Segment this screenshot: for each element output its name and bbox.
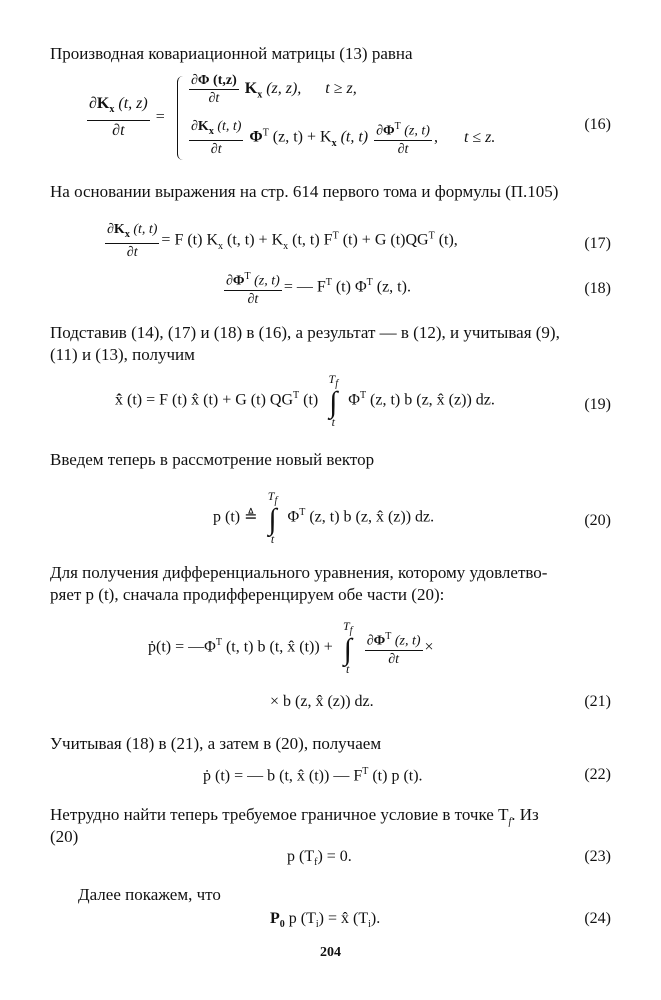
paragraph-text: Введем теперь в рассмотрение новый вектор [50, 450, 375, 469]
paragraph-text: Для получения дифференциального уравнения, которому удовлетво- [50, 563, 548, 582]
fraction: $\frac{\partial\Phi^T (z, t)}{\partial t}$ [365, 628, 423, 668]
integral-sign: $T_f$ ∫ t [267, 489, 278, 547]
equation-number: (16) [584, 116, 611, 133]
equation-number: (23) [584, 848, 611, 865]
page-number: 204 [320, 945, 341, 960]
paragraph-text: Производная ковариационной матрицы (13) равна [50, 44, 413, 63]
fraction: $\frac{\partial K_x (t, t)}{\partial t}$ [191, 119, 242, 157]
integral-sign: $T_f$ ∫ t [328, 372, 338, 430]
equation-24: $P_0$ p $(T_i)$ = x̂ $(T_i)$. [270, 910, 381, 931]
paragraph-text: На основании выражения на стр. 614 первого тома и формулы (П.105) [50, 182, 559, 201]
paragraph-text: (11) и (13), получим [50, 345, 195, 364]
paragraph-text: ряет p (t), сначала продифференцируем обе части (20): [50, 585, 445, 604]
equation-19: x̂̇ (t) = F (t) x̂ (t) + G (t) $QG^T$ (t) $T_f$ ∫ t $\Phi^T$ (z, t) b (z, x̂ (z)) dz. [115, 372, 495, 430]
equation-23: p $(T_f) = 0$. [287, 848, 352, 869]
paragraph-text: Далее покажем, что [78, 885, 221, 904]
equation-17: $\frac{\partial K_x (t, t)}{\partial t}$ = F (t) $K_x$ (t, $t) + K_x$ (t, t) $F^T$ (t) + G $(t)QG^T$ (t), [107, 222, 458, 260]
paragraph-text: Учитывая (18) в (21), а затем в (20), получаем [50, 734, 382, 753]
left-brace [177, 76, 184, 160]
paragraph-text: Подставив (14), (17) и (18) в (16), а результат — в (12), и учитывая (9), [50, 323, 560, 342]
fraction: $\frac{\partial K_x (t, t)}{\partial t}$ [107, 222, 158, 260]
equation-number: (24) [584, 910, 611, 927]
equation-number: (18) [584, 280, 611, 297]
equation-22: ṗ (t) = — b (t, x̂ (t)) — $F^T$ (t) p (t). [203, 766, 423, 785]
paragraph-text: (20) [50, 827, 79, 846]
fraction: $\frac{\partial\Phi^T (z, t)}{\partial t}$ [374, 118, 432, 158]
equation-number: (20) [584, 512, 611, 529]
equation-21: ṗ(t) = $—\Phi^T$ (t, t) b (t, x̂ (t)) + $T_f$ ∫ t $\frac{\partial\Phi^T (z, t)}{\partial t}$ × [148, 619, 434, 677]
equation-number: (17) [584, 235, 611, 252]
fraction: $\frac{\partial\Phi (t,z)}{\partial t}$ [191, 73, 237, 106]
fraction: $\frac{\partial K_x (t, z)}{\partial t}$ [89, 95, 148, 140]
equation-21-continuation: × b (z, x̂ (z)) dz. [270, 693, 374, 710]
equation-20: p (t) ≜ $T_f$ ∫ t $\Phi^T$ (z, t) b (z, x̂ (z)) dz. [213, 489, 435, 547]
paragraph-text: Нетрудно найти теперь требуемое граничное условие в точке $T_f$. Из [50, 805, 539, 828]
fraction: $\frac{\partial\Phi^T (z, t)}{\partial t}$ [224, 268, 282, 308]
equation-number: (19) [584, 396, 611, 413]
integral-sign: $T_f$ ∫ t [342, 619, 353, 677]
equation-number: (22) [584, 766, 611, 783]
equation-number: (21) [584, 693, 611, 710]
equation-18: $\frac{\partial\Phi^T (z, t)}{\partial t}$ = — $F^T$ (t) $\Phi^T$ (z, t). [222, 268, 411, 308]
